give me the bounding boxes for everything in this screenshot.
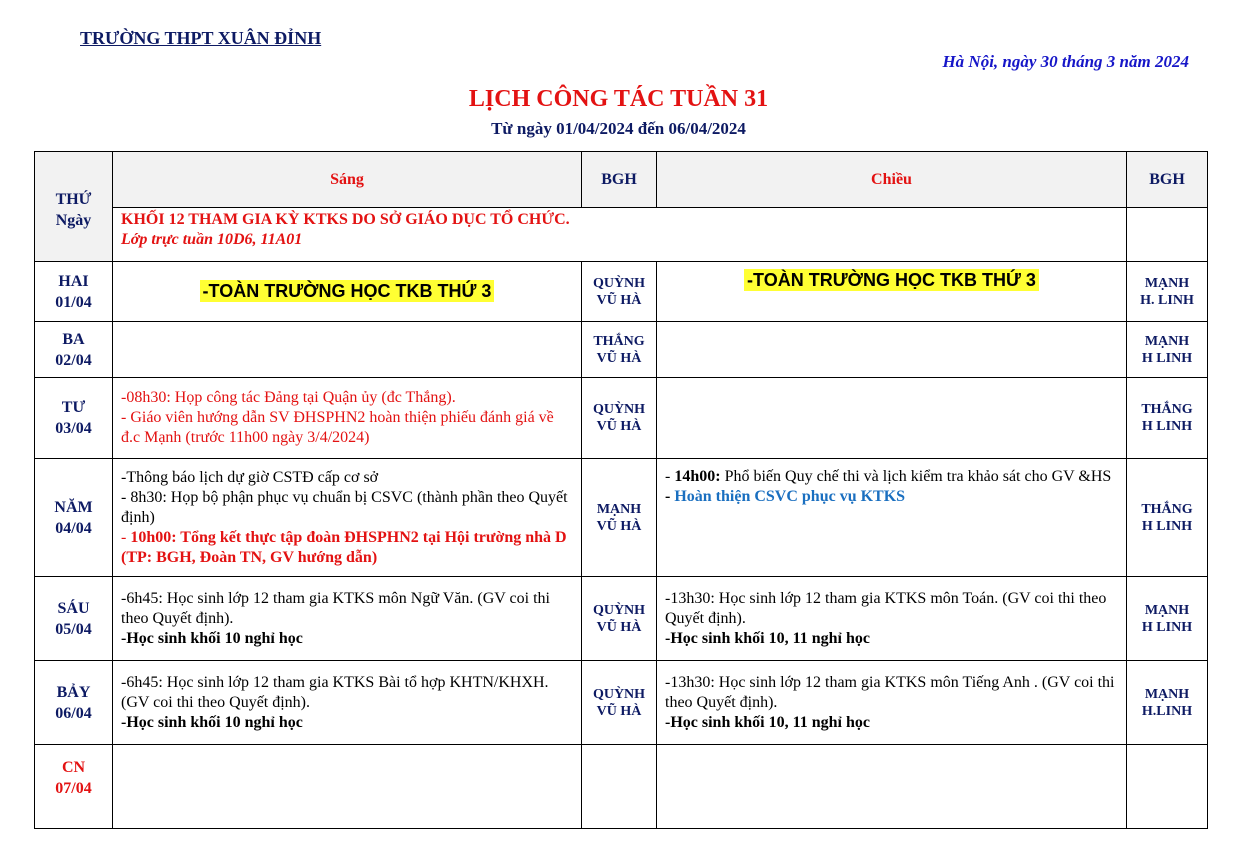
afternoon-highlight: -TOÀN TRƯỜNG HỌC TKB THỨ 3: [744, 269, 1039, 291]
bgh-name: MẠNH: [596, 501, 642, 517]
day-cell: [35, 322, 113, 378]
day-name: BA: [62, 330, 85, 348]
bgh-am-cell: [582, 378, 657, 459]
bgh-name: QUỲNH: [592, 275, 646, 291]
bgh-am-cell: [582, 577, 657, 661]
schedule-table: [34, 151, 1208, 829]
day-date: 06/04: [55, 704, 92, 722]
day-cell: [35, 577, 113, 661]
morning-cell: [113, 378, 582, 459]
afternoon-cell: [657, 459, 1127, 577]
morning-cell: [113, 577, 582, 661]
morning-line: [121, 528, 575, 568]
header-sang: Sáng: [113, 152, 582, 208]
afternoon-line: - 14h00: Phổ biến Quy chế thi và lịch kiểm tra khảo sát cho GV &HS: [665, 468, 1112, 485]
bgh-pm-cell: [1127, 577, 1208, 661]
table-row: [35, 262, 1208, 322]
bgh-name: MẠNH: [1144, 275, 1190, 291]
day-name: SÁU: [57, 599, 90, 617]
header-thu: THỨ: [55, 190, 92, 208]
table-row: [35, 322, 1208, 378]
afternoon-text: Phổ biến Quy chế thi và lịch kiểm tra khảo sát cho GV &HS: [720, 468, 1112, 485]
header-bgh-am: BGH: [582, 152, 657, 208]
day-date: 05/04: [55, 620, 92, 638]
bgh-name: H LINH: [1141, 619, 1193, 635]
day-cell: [35, 378, 113, 459]
bgh-pm-cell: [1127, 322, 1208, 378]
bgh-name: MẠNH: [1144, 686, 1190, 702]
afternoon-cell: [657, 378, 1127, 459]
bgh-name: MẠNH: [1144, 602, 1190, 618]
bgh-name: QUỲNH: [592, 686, 646, 702]
dateline: Hà Nội, ngày 30 tháng 3 năm 2024: [942, 52, 1189, 71]
morning-cell: [113, 745, 582, 829]
header-ngay: Ngày: [55, 211, 92, 229]
page-subtitle: Từ ngày 01/04/2024 đến 06/04/2024: [491, 119, 746, 138]
bgh-name: H.LINH: [1141, 703, 1193, 719]
day-date: 07/04: [55, 780, 92, 797]
bgh-pm-cell: [1127, 661, 1208, 745]
bgh-name: VŨ HÀ: [596, 292, 642, 308]
afternoon-line: -Học sinh khối 10, 11 nghỉ học: [665, 629, 870, 647]
bgh-name: VŨ HÀ: [596, 703, 642, 719]
morning-line: -08h30: Họp công tác Đảng tại Quận ủy (đc Thắng).: [121, 389, 456, 406]
day-date: 03/04: [55, 420, 92, 437]
bgh-am-cell: [582, 745, 657, 829]
afternoon-cell: [657, 577, 1127, 661]
bgh-am-cell: [582, 459, 657, 577]
morning-highlight: -TOÀN TRƯỜNG HỌC TKB THỨ 3: [200, 280, 495, 302]
banner-row: [35, 208, 1208, 262]
morning-line: - 8h30: Họp bộ phận phục vụ chuẩn bị CSVC (thành phần theo Quyết định): [121, 488, 568, 526]
morning-line: -Thông báo lịch dự giờ CSTĐ cấp cơ sở: [121, 468, 379, 486]
table-row: [35, 661, 1208, 745]
bgh-am-cell: [582, 661, 657, 745]
bgh-name: H LINH: [1141, 350, 1193, 366]
day-cell: [35, 661, 113, 745]
afternoon-line: -Học sinh khối 10, 11 nghỉ học: [665, 713, 870, 731]
morning-line: -6h45: Học sinh lớp 12 tham gia KTKS môn Ngữ Văn. (GV coi thi theo Quyết định).: [121, 589, 550, 627]
bgh-name: H. LINH: [1140, 292, 1194, 308]
day-name: HAI: [58, 272, 89, 290]
header-row: [35, 152, 1208, 208]
header-chieu: Chiều: [657, 152, 1127, 208]
banner-cell: [113, 208, 1127, 262]
bgh-name: THẮNG: [1141, 501, 1193, 517]
banner-empty-cell: [1127, 208, 1208, 262]
day-cell: [35, 745, 113, 829]
header-bgh-pm: BGH: [1127, 152, 1208, 208]
morning-cell: [113, 459, 582, 577]
morning-cell: [113, 322, 582, 378]
day-name: TƯ: [61, 399, 86, 416]
afternoon-line: -13h30: Học sinh lớp 12 tham gia KTKS môn Tiếng Anh . (GV coi thi theo Quyết định).: [665, 673, 1115, 711]
school-name: TRƯỜNG THPT XUÂN ĐỈNH: [80, 28, 322, 48]
bgh-name: VŨ HÀ: [596, 350, 642, 366]
afternoon-time: 14h00:: [674, 468, 721, 485]
bgh-pm-cell: [1127, 378, 1208, 459]
table-row: [35, 577, 1208, 661]
banner-line-2: Lớp trực tuần 10D6, 11A01: [121, 231, 303, 248]
day-date: 01/04: [55, 293, 92, 311]
bgh-name: H LINH: [1141, 419, 1193, 434]
day-cell: [35, 459, 113, 577]
morning-line: -6h45: Học sinh lớp 12 tham gia KTKS Bài tổ hợp KHTN/KHXH. (GV coi thi theo Quyết định).: [121, 673, 549, 711]
morning-line: -Học sinh khối 10 nghỉ học: [121, 629, 303, 647]
table-row: [35, 745, 1208, 829]
day-name: CN: [61, 759, 86, 776]
bgh-name: THẮNG: [593, 333, 645, 349]
afternoon-cell: [657, 661, 1127, 745]
afternoon-line: [665, 487, 1120, 507]
bgh-name: QUỲNH: [592, 602, 646, 618]
page-title: LỊCH CÔNG TÁC TUẦN 31: [468, 86, 769, 112]
bgh-am-cell: [582, 322, 657, 378]
day-date: 04/04: [55, 519, 92, 537]
bgh-name: VŨ HÀ: [596, 419, 642, 434]
afternoon-cell: [657, 322, 1127, 378]
day-cell: [35, 262, 113, 322]
morning-cell: [113, 262, 582, 322]
bgh-name: QUỲNH: [592, 402, 646, 417]
header-day-cell: [35, 152, 113, 262]
afternoon-line: -13h30: Học sinh lớp 12 tham gia KTKS môn Toán. (GV coi thi theo Quyết định).: [665, 589, 1107, 627]
bgh-pm-cell: [1127, 459, 1208, 577]
day-name: NĂM: [54, 498, 93, 516]
morning-line: -Học sinh khối 10 nghỉ học: [121, 713, 303, 731]
day-name: BẢY: [56, 683, 91, 701]
morning-line: - Giáo viên hướng dẫn SV ĐHSPHN2 hoàn thiện phiếu đánh giá về đ.c Mạnh (trước 11h00 ngày 3/4/2024): [121, 409, 554, 446]
afternoon-blue: Hoàn thiện CSVC phục vụ KTKS: [674, 488, 906, 505]
bgh-name: THẮNG: [1141, 402, 1193, 417]
day-date: 02/04: [55, 351, 92, 369]
bgh-am-cell: [582, 262, 657, 322]
afternoon-prefix: -: [665, 488, 675, 505]
afternoon-cell: [657, 262, 1127, 322]
morning-prefix: -: [121, 528, 131, 546]
table-row: [35, 459, 1208, 577]
bgh-pm-cell: [1127, 262, 1208, 322]
banner-line-1: KHỐI 12 THAM GIA KỲ KTKS DO SỞ GIÁO DỤC TỔ CHỨC.: [121, 211, 570, 228]
morning-cell: [113, 661, 582, 745]
afternoon-cell: [657, 745, 1127, 829]
bgh-name: VŨ HÀ: [596, 619, 642, 635]
bgh-name: H LINH: [1141, 518, 1193, 534]
morning-bold: 10h00: Tổng kết thực tập đoàn ĐHSPHN2 tại Hội trường nhà D (TP: BGH, Đoàn TN, GV hướng dẫn): [121, 528, 567, 566]
bgh-name: MẠNH: [1144, 333, 1190, 349]
table-row: [35, 378, 1208, 459]
bgh-pm-cell: [1127, 745, 1208, 829]
bgh-name: VŨ HÀ: [596, 518, 642, 534]
